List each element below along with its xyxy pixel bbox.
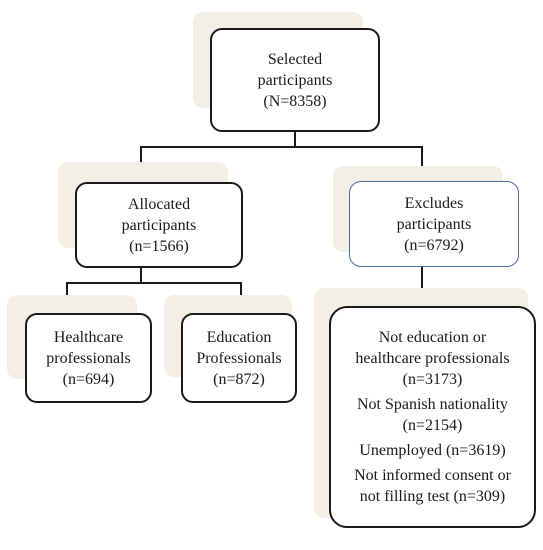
- allocated-line-2: participants: [121, 216, 197, 234]
- excludes-participants-box: [349, 181, 519, 267]
- selected-line-2: participants: [257, 71, 333, 89]
- healthcare-line-2: professionals: [46, 349, 131, 367]
- selected-line-3: (N=8358): [263, 92, 327, 110]
- healthcare-line-3: (n=694): [62, 370, 115, 388]
- reason-2-line-2: (n=2154): [402, 417, 463, 434]
- selected-participants-box: [210, 28, 380, 132]
- healthcare-professionals-box: [25, 313, 152, 403]
- excludes-line-3: (n=6792): [404, 236, 464, 254]
- reason-4-line-1: Not informed consent or: [354, 467, 511, 484]
- exclusion-reason-item: [357, 394, 508, 436]
- excludes-line-2: participants: [396, 215, 472, 233]
- connector-top-horizontal: [140, 146, 423, 148]
- education-line-3: (n=872): [213, 370, 265, 388]
- connector-mid-horizontal: [66, 282, 242, 284]
- healthcare-line-1: Healthcare: [53, 328, 124, 346]
- allocated-line-1: Allocated: [127, 195, 191, 213]
- allocated-participants-box: [75, 182, 243, 268]
- exclusion-reason-item: [359, 440, 505, 461]
- reason-1-line-1: Not education or: [378, 329, 487, 346]
- excludes-line-1: Excludes: [404, 194, 464, 212]
- reason-3-line-1: Unemployed (n=3619): [359, 442, 506, 459]
- exclusion-reasons-box: [329, 306, 536, 528]
- selected-line-1: Selected: [267, 50, 323, 68]
- education-line-2: Professionals: [196, 349, 282, 367]
- education-professionals-box: [181, 313, 297, 403]
- education-line-1: Education: [206, 328, 272, 346]
- reason-1-line-3: (n=3173): [402, 371, 463, 388]
- allocated-line-3: (n=1566): [129, 237, 189, 255]
- reason-1-line-2: healthcare professionals: [355, 350, 510, 367]
- exclusion-reason-item: [354, 465, 511, 507]
- exclusion-reason-item: [355, 327, 509, 390]
- reason-2-line-1: Not Spanish nationality: [356, 396, 509, 413]
- reason-4-line-2: not filling test (n=309): [359, 488, 506, 505]
